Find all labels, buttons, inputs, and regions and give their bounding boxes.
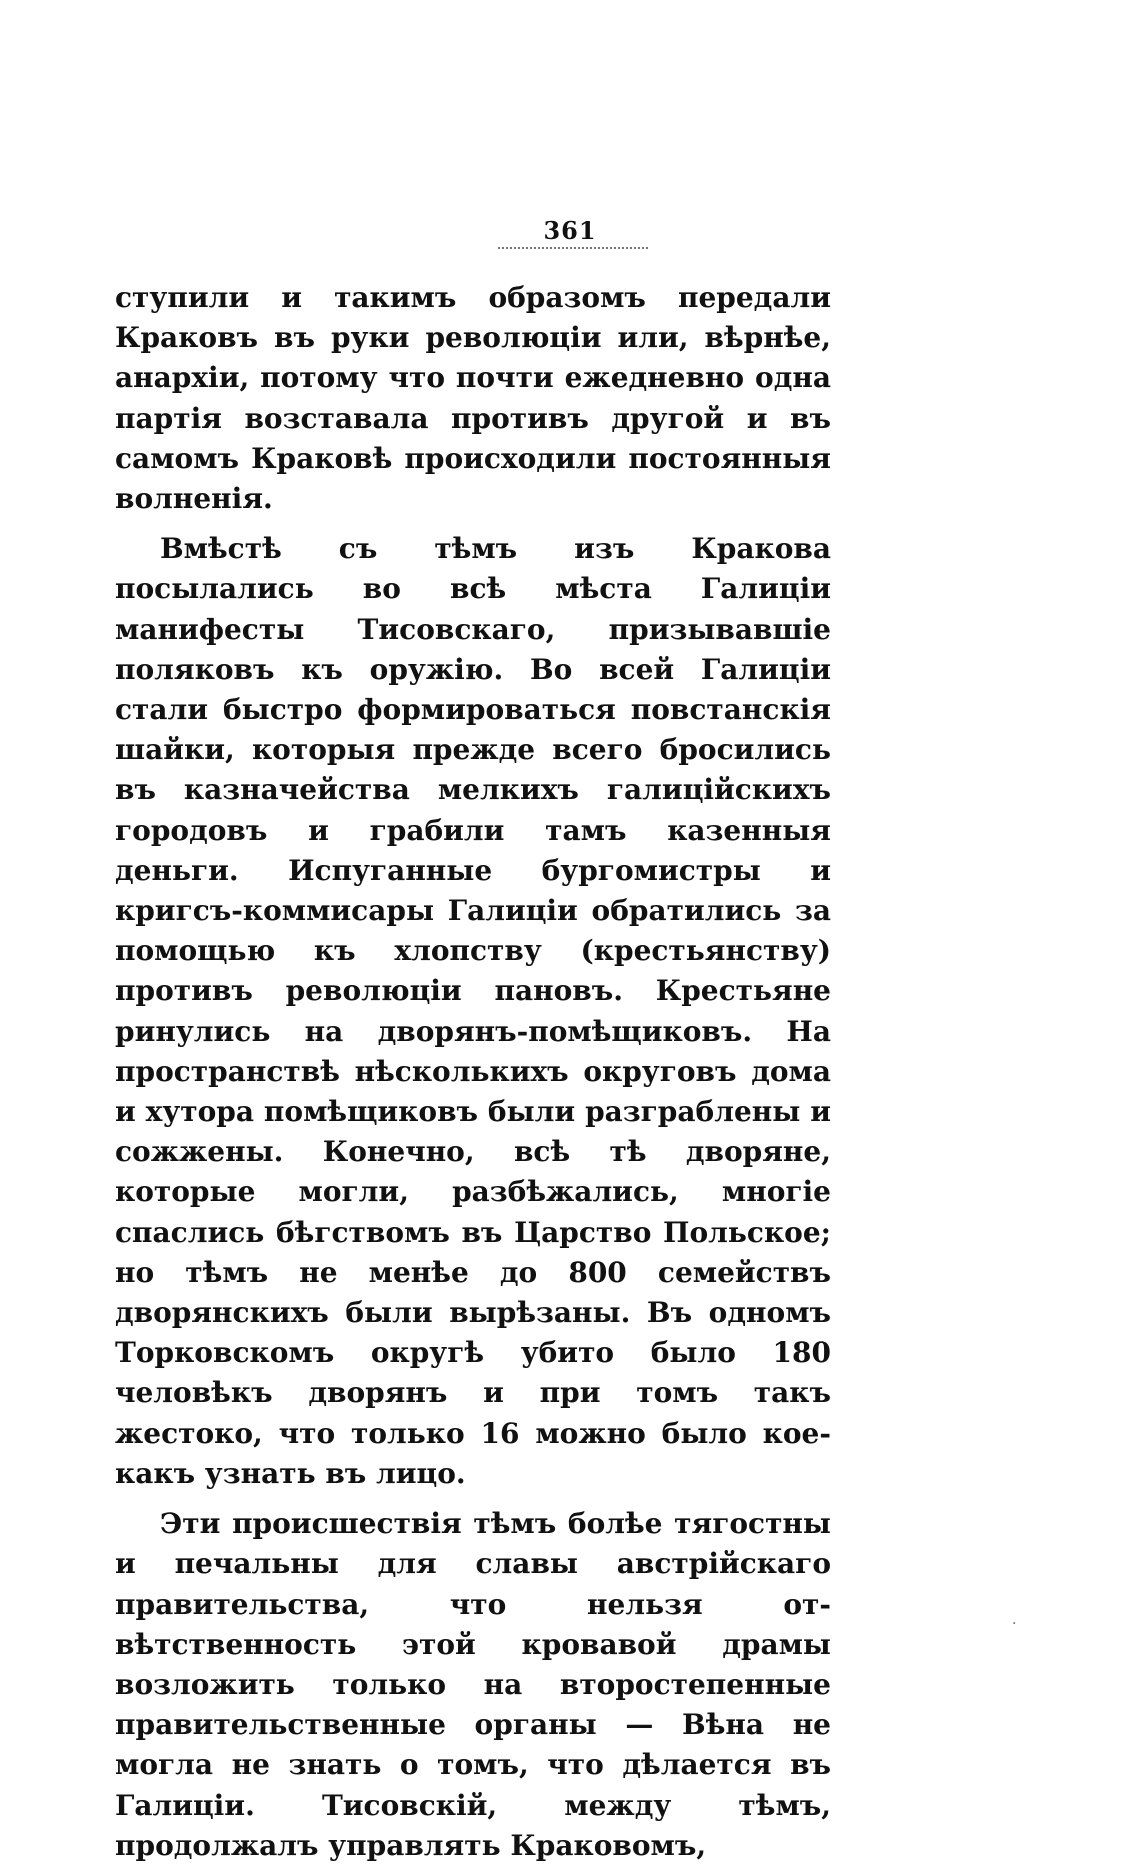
scan-speck: ·	[1012, 1616, 1017, 1632]
paragraph-galicia-manifestos: Вмѣстѣ съ тѣмъ изъ Кракова посылались во всѣ мѣста Галиціи манифесты Тисовскаго, призывавшіе поляковъ къ оружію. Во всей Галиціи стали быстро формироваться повстанскія шайки, которыя прежде всего бросились въ казначейства мелкихъ галиційскихъ городовъ и грабили тамъ казенныя деньги. Испуганные бургомистры и кригсъ-коммисары Галиціи обратились за помощью къ хлопству (крестьянству) противъ революціи пановъ. Крестьяне ринулись на дворянъ-помѣщиковъ. На пространствѣ нѣсколькихъ округовъ дома и хутора помѣщиковъ были разграблены и сожжены. Конечно, всѣ тѣ дворяне, которые могли, разбѣжались, многіе спаслись бѣгствомъ въ Царство Польское; но тѣмъ не менѣе до 800 семействъ дворянскихъ были вырѣзаны. Въ одномъ Торковскомъ округѣ убито было 180 человѣкъ дворянъ и при томъ такъ жестоко, что только 16 можно было кое-какъ узнать въ лицо.	[115, 532, 831, 1490]
body-text	[115, 278, 831, 1876]
paragraph-continuation: ступили и такимъ образомъ передали Краковъ въ руки революціи или, вѣрнѣе, анархіи, потому что почти ежедневно одна партія возставала противъ другой и въ самомъ Краковѣ происходили постоянныя волненія.	[115, 281, 831, 516]
page-number: 361	[0, 216, 1140, 249]
paragraph-austrian-government: Эти происшествія тѣмъ болѣе тягостны и печальны для славы австрійскаго правительства, что нельзя отвѣтственность этой кровавой драмы возложить только на второстепенные правительственные органы — Вѣна не могла не знать о томъ, что дѣлается въ Галиціи. Тисовскій, между тѣмъ, продолжалъ управлять Краковомъ,	[115, 1507, 831, 1862]
